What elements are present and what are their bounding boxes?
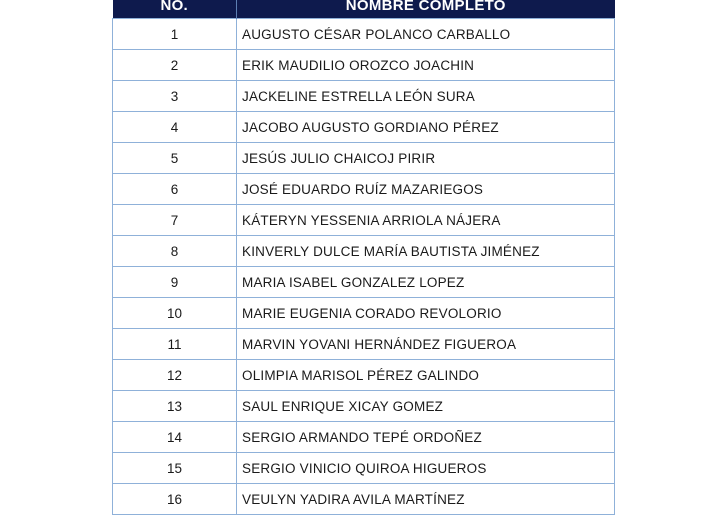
row-number: 16 (113, 484, 237, 515)
row-number: 13 (113, 391, 237, 422)
table-row (113, 81, 615, 112)
table-row (113, 391, 615, 422)
table-row (113, 112, 615, 143)
row-number: 3 (113, 81, 237, 112)
participants-table (112, 0, 615, 515)
table-row (113, 329, 615, 360)
table-row (113, 19, 615, 50)
row-number: 12 (113, 360, 237, 391)
row-full-name: KÁTERYN YESSENIA ARRIOLA NÁJERA (237, 205, 615, 236)
row-number: 9 (113, 267, 237, 298)
header-name: NOMBRE COMPLETO (237, 0, 615, 19)
row-number: 1 (113, 19, 237, 50)
row-full-name: KINVERLY DULCE MARÍA BAUTISTA JIMÉNEZ (237, 236, 615, 267)
row-number: 7 (113, 205, 237, 236)
row-full-name: AUGUSTO CÉSAR POLANCO CARBALLO (237, 19, 615, 50)
row-full-name: MARIE EUGENIA CORADO REVOLORIO (237, 298, 615, 329)
header-number: NO. (113, 0, 237, 19)
table-row (113, 267, 615, 298)
table-row (113, 484, 615, 515)
row-number: 5 (113, 143, 237, 174)
row-number: 11 (113, 329, 237, 360)
table-row (113, 236, 615, 267)
table-row (113, 174, 615, 205)
row-number: 10 (113, 298, 237, 329)
row-full-name: MARIA ISABEL GONZALEZ LOPEZ (237, 267, 615, 298)
row-number: 14 (113, 422, 237, 453)
row-number: 15 (113, 453, 237, 484)
row-full-name: SAUL ENRIQUE XICAY GOMEZ (237, 391, 615, 422)
row-full-name: SERGIO VINICIO QUIROA HIGUEROS (237, 453, 615, 484)
table-row (113, 50, 615, 81)
row-full-name: OLIMPIA MARISOL PÉREZ GALINDO (237, 360, 615, 391)
table-row (113, 360, 615, 391)
table-header (113, 0, 615, 19)
row-number: 4 (113, 112, 237, 143)
participants-table-container (112, 0, 614, 515)
row-full-name: JOSÉ EDUARDO RUÍZ MAZARIEGOS (237, 174, 615, 205)
header-row (113, 0, 615, 19)
table-row (113, 422, 615, 453)
row-number: 8 (113, 236, 237, 267)
row-number: 6 (113, 174, 237, 205)
table-body (113, 19, 615, 515)
row-full-name: JESÚS JULIO CHAICOJ PIRIR (237, 143, 615, 174)
table-row (113, 143, 615, 174)
row-full-name: MARVIN YOVANI HERNÁNDEZ FIGUEROA (237, 329, 615, 360)
table-row (113, 298, 615, 329)
row-full-name: JACOBO AUGUSTO GORDIANO PÉREZ (237, 112, 615, 143)
table-row (113, 205, 615, 236)
row-full-name: VEULYN YADIRA AVILA MARTÍNEZ (237, 484, 615, 515)
table-row (113, 453, 615, 484)
row-full-name: ERIK MAUDILIO OROZCO JOACHIN (237, 50, 615, 81)
row-number: 2 (113, 50, 237, 81)
row-full-name: JACKELINE ESTRELLA LEÓN SURA (237, 81, 615, 112)
row-full-name: SERGIO ARMANDO TEPÉ ORDOÑEZ (237, 422, 615, 453)
